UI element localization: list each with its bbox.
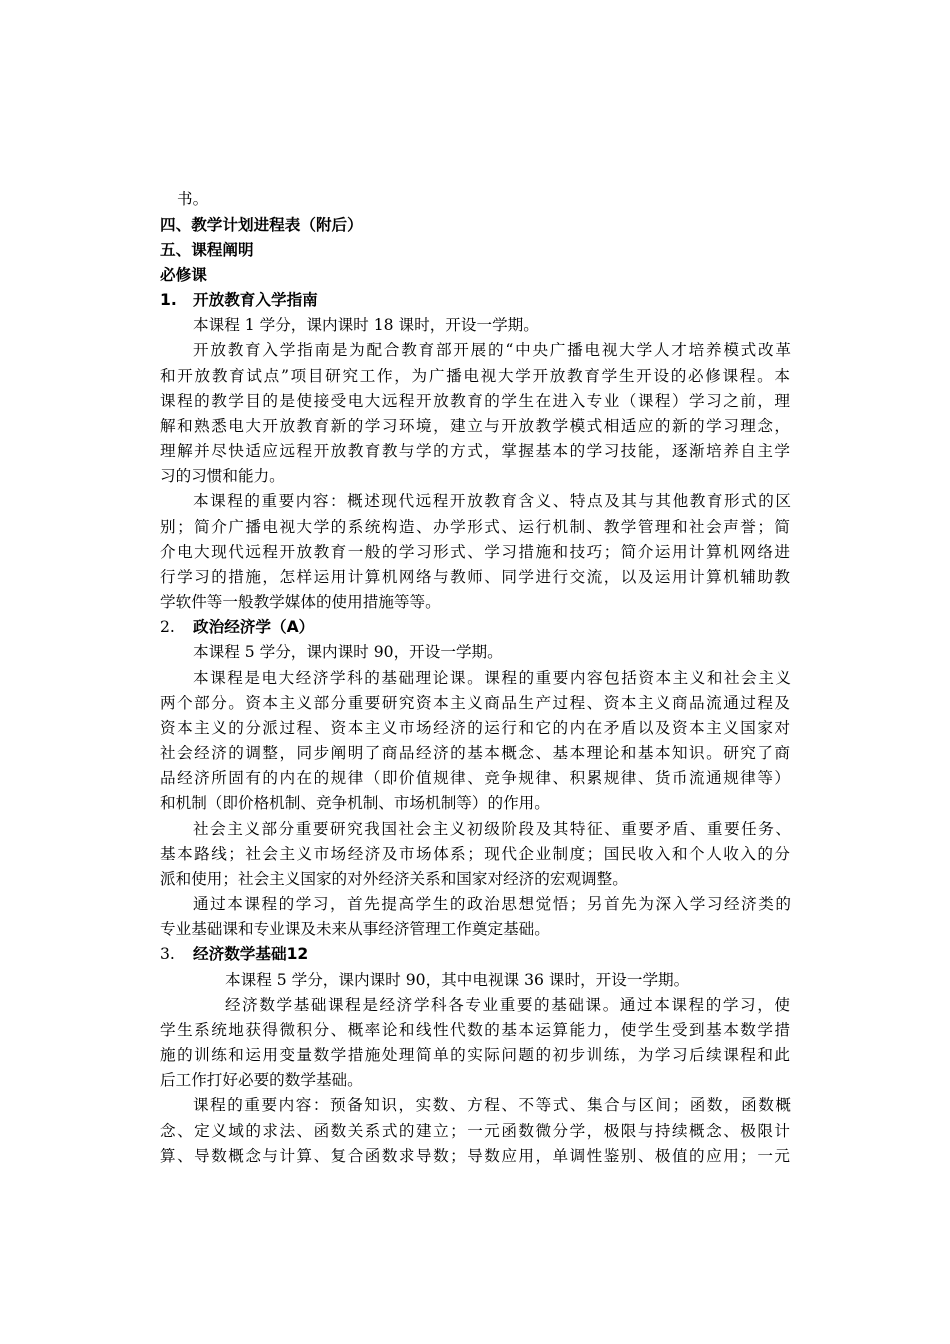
paragraph-line: 派和使用；社会主义国家的对外经济关系和国家对经济的宏观调整。 [160, 870, 628, 888]
paragraph-line: 本课程 5 学分，课内课时 90，其中电视课 36 课时，开设一学期。 [225, 971, 690, 989]
subsection-heading: 必修课 [160, 266, 207, 284]
course-title: 开放教育入学指南 [193, 291, 318, 309]
line-text: 解和熟悉电大开放教育新的学习环境，建立与开放教学模式相适应的新的学习理念， [160, 417, 790, 435]
course-title: 经济数学基础12 [193, 945, 309, 963]
line-text: 念、定义域的求法、函数关系式的建立；一元函数微分学，极限与持续概念、极限计 [160, 1122, 790, 1140]
paragraph-line: 专业基础课和专业课及未来从事经济管理工作奠定基础。 [160, 920, 550, 938]
paragraph-line [193, 489, 791, 513]
course-number: 2. [160, 618, 175, 636]
paragraph-line [160, 565, 790, 589]
paragraph-line [160, 1018, 790, 1042]
paragraph-line [160, 691, 790, 715]
line-text: 介电大现代远程开放教育一般的学习形式、学习措施和技巧；简介运用计算机网络进 [160, 543, 790, 561]
section-heading: 四、教学计划进程表（附后） [160, 216, 363, 234]
line-text: 品经济所固有的内在的规律（即价值规律、竞争规律、积累规律、货币流通规律等） [160, 769, 790, 787]
line-text: 经济数学基础课程是经济学科各专业重要的基础课。通过本课程的学习，使 [225, 996, 790, 1014]
line-text: 施的训练和运用变量数学措施处理简单的实际问题的初步训练，为学习后续课程和此 [160, 1046, 790, 1064]
line-text: 别；简介广播电视大学的系统构造、办学形式、运行机制、教学管理和社会声誉；简 [160, 518, 790, 536]
course-number: 3. [160, 945, 175, 963]
line-text: 和开放教育试点”项目研究工作，为广播电视大学开放教育学生开设的必修课程。本 [160, 367, 790, 385]
paragraph-line [160, 1144, 790, 1168]
line-text: 资本主义的分派过程、资本主义市场经济的运行和它的内在矛盾以及资本主义国家对 [160, 719, 790, 737]
paragraph-line [160, 1119, 790, 1143]
paragraph-line [193, 1093, 791, 1117]
line-text: 社会经济的调整，同步阐明了商品经济的基本概念、基本理论和基本知识。研究了商 [160, 744, 790, 762]
paragraph-line [160, 515, 790, 539]
line-text: 社会主义部分重要研究我国社会主义初级阶段及其特征、重要矛盾、重要任务、 [193, 820, 791, 838]
paragraph-line [160, 540, 790, 564]
paragraph-line [160, 842, 790, 866]
line-text: 算、导数概念与计算、复合函数求导数；导数应用，单调性鉴别、极值的应用；一元 [160, 1147, 790, 1165]
line-text: 两个部分。资本主义部分重要研究资本主义商品生产过程、资本主义商品流通过程及 [160, 694, 790, 712]
section-heading: 五、课程阐明 [160, 241, 254, 259]
paragraph-line [160, 716, 790, 740]
paragraph-line [160, 741, 790, 765]
paragraph-line: 习的习惯和能力。 [160, 467, 285, 485]
line-text: 行学习的措施，怎样运用计算机网络与教师、同学进行交流，以及运用计算机辅助教 [160, 568, 790, 586]
paragraph-line [193, 817, 791, 841]
paragraph-line [193, 666, 791, 690]
line-text: 课程的重要内容：预备知识，实数、方程、不等式、集合与区间；函数，函数概 [193, 1096, 791, 1114]
paragraph-line [193, 892, 791, 916]
paragraph-line: 书。 [177, 190, 209, 208]
paragraph-line [160, 389, 790, 413]
paragraph-line: 本课程 1 学分，课内课时 18 课时，开设一学期。 [193, 316, 539, 334]
course-heading [160, 288, 318, 312]
paragraph-line [160, 414, 790, 438]
paragraph-line: 本课程 5 学分，课内课时 90，开设一学期。 [193, 643, 503, 661]
paragraph-line [160, 766, 790, 790]
line-text: 基本路线；社会主义市场经济及市场体系；现代企业制度；国民收入和个人收入的分 [160, 845, 790, 863]
paragraph-line [160, 364, 790, 388]
paragraph-line [193, 338, 791, 362]
course-title: 政治经济学（A） [193, 618, 315, 636]
course-heading [160, 615, 314, 639]
paragraph-line: 学软件等一般教学媒体的使用措施等等。 [160, 593, 441, 611]
paragraph-line: 后工作打好必要的数学基础。 [160, 1071, 363, 1089]
line-text: 理解并尽快适应远程开放教育教与学的方式，掌握基本的学习技能，逐渐培养自主学 [160, 442, 790, 460]
paragraph-line [160, 1043, 790, 1067]
paragraph-line [160, 439, 790, 463]
line-text: 学生系统地获得微积分、概率论和线性代数的基本运算能力，使学生受到基本数学措 [160, 1021, 790, 1039]
line-text: 本课程是电大经济学科的基础理论课。课程的重要内容包括资本主义和社会主义 [193, 669, 791, 687]
line-text: 开放教育入学指南是为配合教育部开展的“中央广播电视大学人才培养模式改革 [193, 341, 791, 359]
course-heading [160, 942, 308, 966]
line-text: 本课程的重要内容：概述现代远程开放教育含义、特点及其与其他教育形式的区 [193, 492, 791, 510]
paragraph-line [225, 993, 790, 1017]
paragraph-line: 和机制（即价格机制、竞争机制、市场机制等）的作用。 [160, 794, 550, 812]
course-number: 1. [160, 291, 177, 309]
line-text: 课程的教学目的是使接受电大远程开放教育的学生在进入专业（课程）学习之前，理 [160, 392, 790, 410]
line-text: 通过本课程的学习，首先提高学生的政治思想觉悟；另首先为深入学习经济类的 [193, 895, 791, 913]
